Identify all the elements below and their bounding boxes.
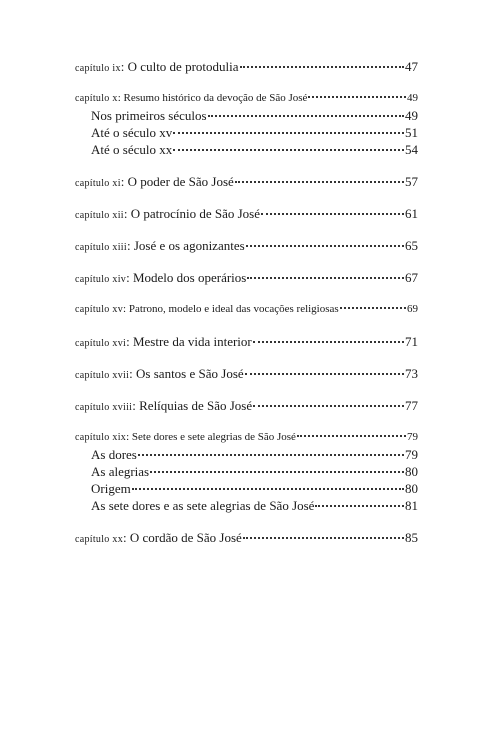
toc-chapter-line[interactable] (75, 365, 418, 382)
page-number: 51 (405, 125, 418, 140)
toc-chapter-heading: capítulo xix: Sete dores e sete alegrias de São José (75, 431, 296, 443)
subsection-title: Até o século xv (91, 125, 173, 140)
toc-entry (75, 173, 418, 190)
toc-chapter-heading: capítulo xvi: Mestre da vida interior (75, 334, 252, 349)
toc-subsection-line[interactable] (75, 141, 418, 158)
chapter-number: capítulo xvi (75, 338, 127, 349)
toc-chapter-heading: capítulo xvii: Os santos e São José (75, 366, 244, 381)
toc-chapter-line[interactable] (75, 301, 418, 318)
dot-leader (297, 434, 406, 437)
dot-leader (245, 372, 404, 375)
toc-chapter-line[interactable] (75, 58, 418, 75)
dot-leader (340, 306, 406, 309)
chapter-number: capítulo ix (75, 63, 121, 74)
toc-entry (75, 529, 418, 546)
chapter-title: Resumo histórico da devoção de São José (123, 92, 308, 104)
page-number: 49 (407, 92, 418, 104)
page-number: 67 (405, 270, 418, 285)
toc-chapter-line[interactable] (75, 90, 418, 107)
page-number: 61 (405, 206, 418, 221)
toc-chapter-line[interactable] (75, 333, 418, 350)
page-number: 79 (407, 431, 418, 443)
chapter-number: capítulo xi (75, 178, 121, 189)
chapter-title: Sete dores e sete alegrias de São José (131, 431, 296, 443)
chapter-number: capítulo xix (75, 432, 127, 443)
toc-entry (75, 237, 418, 254)
chapter-number: capítulo xiii (75, 242, 127, 253)
chapter-number: capítulo xx (75, 534, 124, 545)
chapter-number: capítulo xvii (75, 370, 130, 381)
toc-chapter-heading: capítulo xi: O poder de São José (75, 174, 234, 189)
toc-entry (75, 333, 418, 350)
toc-chapter-line[interactable] (75, 269, 418, 286)
dot-leader (253, 340, 404, 343)
chapter-title: Mestre da vida interior (132, 334, 252, 349)
subsection-title: As sete dores e as sete alegrias de São José (91, 498, 315, 513)
toc-entry (75, 429, 418, 514)
toc-entry (75, 301, 418, 318)
toc-chapter-heading: capítulo xiv: Modelo dos operários (75, 270, 247, 285)
toc-entry (75, 90, 418, 158)
dot-leader (208, 114, 404, 117)
dot-leader (308, 95, 406, 98)
page-number: 49 (405, 108, 418, 123)
toc-chapter-line[interactable] (75, 429, 418, 446)
toc-chapter-heading: capítulo ix: O culto de protodulia (75, 59, 239, 74)
dot-leader (315, 504, 404, 507)
dot-leader (243, 536, 404, 539)
toc-subsection-line[interactable] (75, 497, 418, 514)
toc-entry (75, 269, 418, 286)
toc-entry (75, 365, 418, 382)
page-number: 81 (405, 498, 418, 513)
subsection-title: As alegrias (91, 464, 150, 479)
toc-chapter-heading: capítulo xviii: Relíquias de São José (75, 398, 253, 413)
dot-leader (247, 276, 404, 279)
dot-leader (235, 180, 404, 183)
page-number: 85 (405, 530, 418, 545)
chapter-title: Relíquias de São José (139, 398, 253, 413)
chapter-number: capítulo xiv (75, 274, 127, 285)
chapter-title: Os santos e São José (136, 366, 244, 381)
toc-subsection-line[interactable] (75, 463, 418, 480)
subsection-title: As dores (91, 447, 137, 462)
toc-entry (75, 397, 418, 414)
toc-chapter-line[interactable] (75, 397, 418, 414)
toc-subsection-line[interactable] (75, 107, 418, 124)
page-number: 80 (405, 464, 418, 479)
toc-chapter-heading: capítulo xv: Patrono, modelo e ideal das vocações religiosas (75, 303, 339, 315)
chapter-number: capítulo x (75, 93, 118, 104)
page-number: 80 (405, 481, 418, 496)
toc-chapter-line[interactable] (75, 529, 418, 546)
toc-subsection-line[interactable] (75, 124, 418, 141)
toc-subsection-line[interactable] (75, 446, 418, 463)
subsection-title: Até o século xx (91, 142, 173, 157)
dot-leader (173, 131, 404, 134)
page-number: 69 (407, 303, 418, 315)
page-number: 65 (405, 238, 418, 253)
page-number: 47 (405, 59, 418, 74)
chapter-title: O cordão de São José (129, 530, 242, 545)
page-number: 77 (405, 398, 418, 413)
chapter-number: capítulo xv (75, 304, 124, 315)
toc-chapter-heading: capítulo xii: O patrocínio de São José (75, 206, 261, 221)
page-number: 73 (405, 366, 418, 381)
chapter-number: capítulo xii (75, 210, 124, 221)
page-number: 79 (405, 447, 418, 462)
page-number: 71 (405, 334, 418, 349)
dot-leader (240, 65, 404, 68)
dot-leader (261, 212, 404, 215)
toc-chapter-heading: capítulo xx: O cordão de São José (75, 530, 242, 545)
subsection-title: Origem (91, 481, 131, 496)
chapter-title: Patrono, modelo e ideal das vocações religiosas (128, 303, 339, 315)
toc-entry (75, 58, 418, 75)
chapter-title: O poder de São José (127, 174, 234, 189)
dot-leader (138, 453, 404, 456)
chapter-title: O culto de protodulia (127, 59, 239, 74)
toc-chapter-line[interactable] (75, 205, 418, 222)
chapter-number: capítulo xviii (75, 402, 133, 413)
page-number: 54 (405, 142, 418, 157)
toc-chapter-line[interactable] (75, 237, 418, 254)
toc-entry (75, 205, 418, 222)
dot-leader (150, 470, 404, 473)
table-of-contents (75, 58, 418, 561)
toc-chapter-heading: capítulo xiii: José e os agonizantes (75, 238, 245, 253)
chapter-title: Modelo dos operários (132, 270, 247, 285)
toc-chapter-line[interactable] (75, 173, 418, 190)
page-number: 57 (405, 174, 418, 189)
subsection-title: Nos primeiros séculos (91, 108, 207, 123)
toc-chapter-heading: capítulo x: Resumo histórico da devoção de São José (75, 92, 308, 104)
dot-leader (173, 148, 404, 151)
dot-leader (132, 487, 404, 490)
toc-subsection-line[interactable] (75, 480, 418, 497)
chapter-title: José e os agonizantes (133, 238, 245, 253)
dot-leader (246, 244, 404, 247)
chapter-title: O patrocínio de São José (130, 206, 261, 221)
dot-leader (253, 404, 404, 407)
